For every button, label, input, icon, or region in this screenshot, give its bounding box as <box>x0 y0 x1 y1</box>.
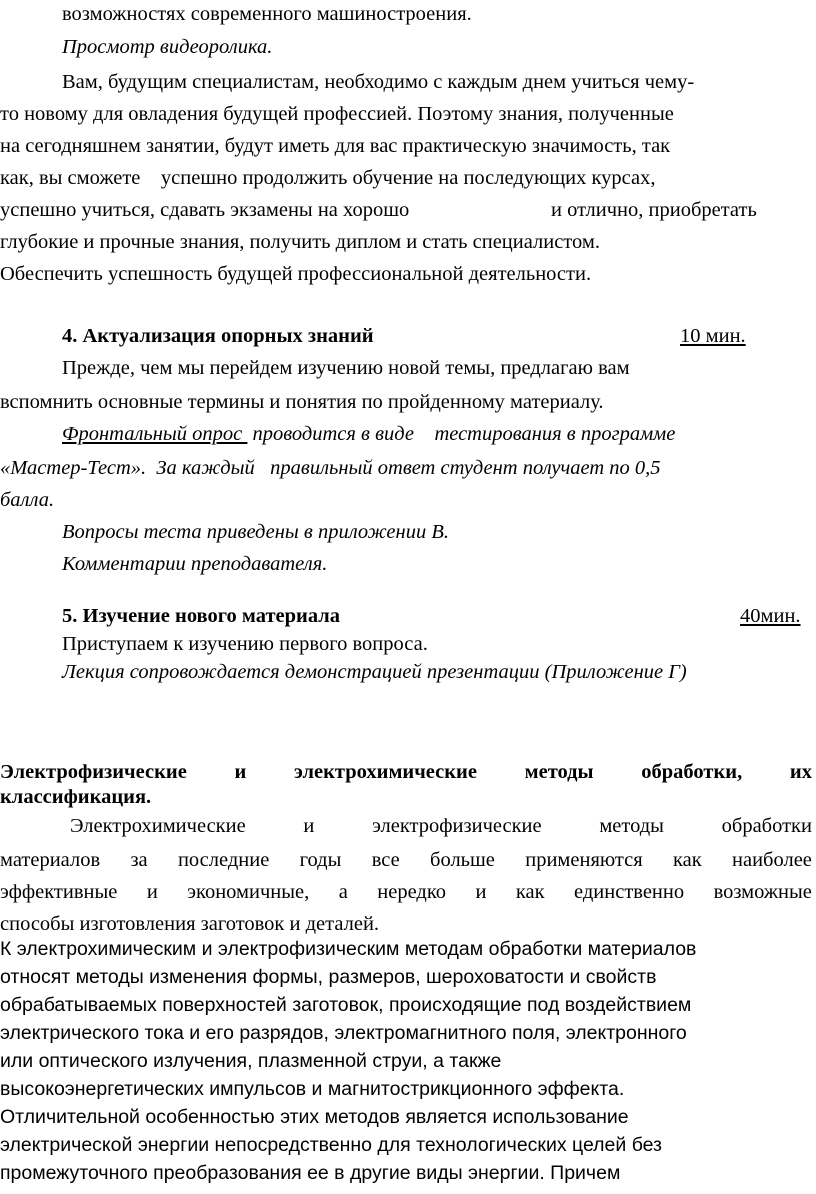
heading-word: их <box>789 761 812 783</box>
section-4-time: 10 мин. <box>680 325 746 347</box>
paragraph-line: то новому для овладения будущей профессией. Поэтому знания, полученные <box>0 103 674 125</box>
paragraph-line <box>62 424 675 445</box>
paragraph-line: Вам, будущим специалистам, необходимо с каждым днем учиться чему- <box>62 71 695 93</box>
presentation-note: Лекция сопровождается демонстрацией презентации (Приложение Г) <box>62 661 687 683</box>
paragraph-line: материалов за последние годы все больше применяются как наиболее <box>0 849 812 871</box>
topic-heading-line2: классификация. <box>0 786 152 808</box>
paragraph-line: глубокие и прочные знания, получить диплом и стать специалистом. <box>0 231 600 253</box>
teacher-comments-note: Комментарии преподавателя. <box>62 553 328 575</box>
paragraph-line: Обеспечить успешность будущей профессиональной деятельности. <box>0 263 592 285</box>
frontal-survey-label: Фронтальный опрос <box>62 423 248 445</box>
heading-word: обработки, <box>641 761 743 783</box>
paragraph-line: как, вы сможете успешно продолжить обучение на последующих курсах, <box>0 167 656 189</box>
paragraph-line: и отлично, приобретать <box>551 199 757 221</box>
video-note: Просмотр видеоролика. <box>62 36 273 58</box>
paragraph-line: Прежде, чем мы перейдем изучению новой темы, предлагаю вам <box>62 357 630 379</box>
paragraph-line: балла. <box>0 489 55 511</box>
paragraph-line: вспомнить основные термины и понятия по пройденному материалу. <box>0 391 604 413</box>
paragraph-line: относят методы изменения формы, размеров, шероховатости и свойств <box>0 966 657 988</box>
paragraph-line: промежуточного преобразования ее в другие виды энергии. Причем <box>0 1162 621 1184</box>
frontal-survey-text: проводится в виде тестирования в программе <box>252 423 676 445</box>
heading-word: Электрофизические <box>0 761 187 783</box>
heading-word: и <box>234 761 247 783</box>
section-5-time: 40мин. <box>740 605 801 627</box>
paragraph-line: на сегодняшнем занятии, будут иметь для вас практическую значимость, так <box>0 135 671 157</box>
heading-word: электрохимические <box>294 761 477 783</box>
test-questions-note: Вопросы теста приведены в приложении В. <box>62 521 449 543</box>
paragraph-line: успешно учиться, сдавать экзамены на хорошо <box>0 199 410 221</box>
paragraph-line: электрической энергии непосредственно для технологических целей без <box>0 1134 663 1156</box>
intro-line: возможностях современного машиностроения. <box>62 3 472 25</box>
paragraph-line: К электрохимическим и электрофизическим методам обработки материалов <box>0 938 697 960</box>
paragraph-line: Электрохимические и электрофизические методы обработки <box>70 815 812 837</box>
paragraph-line: Приступаем к изучению первого вопроса. <box>62 633 428 655</box>
paragraph-line: обрабатываемых поверхностей заготовок, происходящие под воздействием <box>0 994 692 1016</box>
paragraph-line: высокоэнергетических импульсов и магнитострикционного эффекта. <box>0 1078 625 1100</box>
paragraph-line: эффективные и экономичные, а нередко и как единственно возможные <box>0 881 812 903</box>
topic-heading <box>0 762 812 783</box>
paragraph-line: «Мастер-Тест». За каждый правильный ответ студент получает по 0,5 <box>0 457 661 479</box>
heading-word: методы <box>524 761 594 783</box>
paragraph-line: или оптического излучения, плазменной струи, а также <box>0 1050 502 1072</box>
paragraph-line: электрического тока и его разрядов, электромагнитного поля, электронного <box>0 1022 687 1044</box>
section-4-title: 4. Актуализация опорных знаний <box>62 325 374 347</box>
paragraph-line: Отличительной особенностью этих методов является использование <box>0 1106 629 1128</box>
paragraph-line: способы изготовления заготовок и деталей. <box>0 913 380 935</box>
section-5-title: 5. Изучение нового материала <box>62 605 341 627</box>
